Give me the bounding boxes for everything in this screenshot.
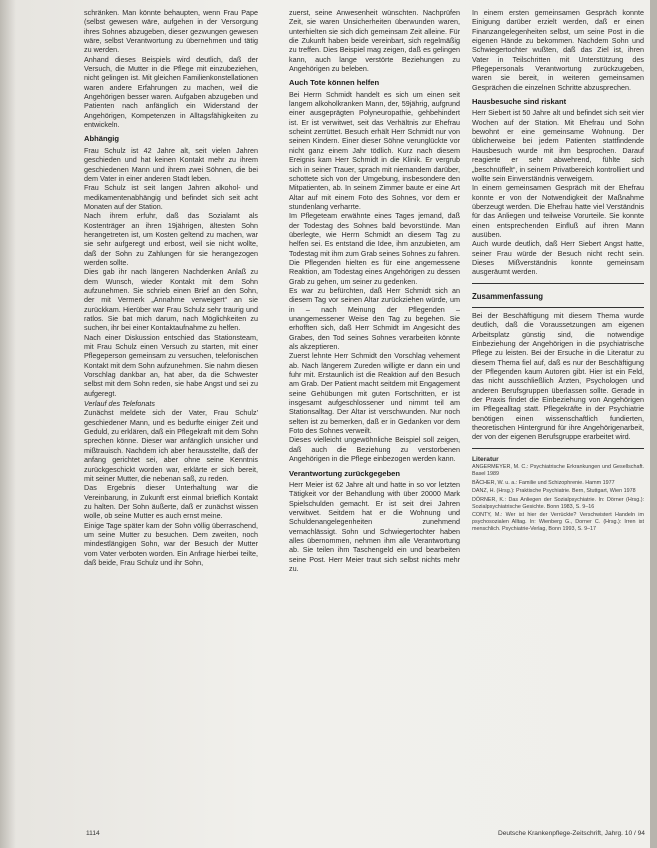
literature-entry: DANZ, H. (Hrsg.): Praktische Psychiatrie. Bern, Stuttgart, Wien 1978 xyxy=(472,488,636,495)
literature-entry: CONTY, M.: Wer ist hier der Verrückte? Verschwistert Handeln im psychosozialen Alltag. In: Wienberg G., Dorner C. (Hrsg.): Irren ist menschlich. Psychiatrie-Verlag, Bonn 1993, S. 9–17 xyxy=(472,512,644,533)
paragraph: Dieses vielleicht ungewöhnliche Beispiel soll zeigen, daß auch die Beziehung zu verstorbenen Angehörigen in die Pflege einbezogen werden kann. xyxy=(289,435,460,464)
paragraph: Frau Schulz ist 42 Jahre alt, seit vielen Jahren geschieden und hat keinen Kontakt mehr zu ihrem geschiedenen Mann und ihrem zwei Söhnen, die bei dem Vater in einer anderen Stadt leben. xyxy=(84,145,258,183)
paragraph: Herr Siebert ist 50 Jahre alt und befindet sich seit vier Wochen auf der Station. Mit Ehefrau und Sohn bewohnt er eine gemeinsame Wohnung. Der üblicherweise bei jedem Patienten stattfindende Hausbesuch wurde mit ihm besprochen. Darauf reagierte er sehr abwehrend, fühlte sich „beschnüffelt“, in seinem Privatbereich kontrolliert und wollte sein Einverständnis verweigern. xyxy=(472,108,644,183)
paragraph: Dies gab ihr nach längeren Nachdenken Anlaß zu dem Wunsch, wieder Kontakt mit dem Sohn aufzunehmen. Sie schrieb einen Brief an den Sohn, der mit Vermerk „Annahme verweigert“ an sie zurückkam. Hierüber war Frau Schulz sehr traurig und ratlos. Sie bat mich darum, nach Möglichkeiten zu suchen, ihr bei einer Kontaktaufnahme zu helfen. xyxy=(84,267,258,333)
journal-footer: Deutsche Krankenpflege-Zeitschrift, Jahrg. 10 / 94 xyxy=(498,830,645,837)
paragraph: Herr Meier ist 62 Jahre alt und hatte in so vor letzten Tätigkeit vor der Behandlung with über 20000 Mark Spielschulden gemacht. Er ist seit drei Jahren verwitwet. Seitdem hat er die Wohnung und Schuldenangelegenheiten zunehmend vernachlässigt. Sohn und Schwiegertochter haben alles übernommen, nehmen ihm alle Verantwortung ab. Sie teilen ihm Taschengeld ein und bearbeiten seine Post. Herr Meier traut sich selbst nichts mehr zu. xyxy=(289,479,460,573)
paragraph: Das Ergebnis dieser Unterhaltung war die Vereinbarung, in Zukunft erst einmal brieflich Kontakt zu halten. Der Sohn äußerte, daß er zunächst wissen wolle, ob seine Mutter es auch ernst meine. xyxy=(84,483,258,521)
paragraph: Zunächst meldete sich der Vater, Frau Schulz' geschiedener Mann, und es bedurfte einiger Zeit und Geduld, zu erklären, daß ein Pflegekraft mit dem Sohn sprechen könne. Dieser war anfänglich unsicher und mißtrauisch. Nachdem ich aber herausstellte, daß der anfang gerichtet sei, aber ohne seine Kenntnis zurückgeschickt worden war, erklärte er sich bereit, mit seiner Mutter, die nebenan saß, zu reden. xyxy=(84,408,258,483)
section-heading: Verantwortung zurückgegeben xyxy=(289,468,400,478)
paragraph: Bei Herrn Schmidt handelt es sich um einen seit langem alkoholkranken Mann, der, 59jährig, aufgrund einer ausgeprägten Polyneuropathie, gehbehindert ist. Er ist verwitwet, seit das Verhältnis zur Ehefrau scheint zerrüttet. Besuch erhält Herr Schmidt nur von seinen Kindern. Einer dieser Söhne verunglückte vor nicht ganz einem Jahr tödlich. Kurz nach diesem Ereignis kam Herr Schmidt in die Klinik. Er vergrub sich in seiner Trauer, sprach mit niemandem darüber, schottete sich von der Umgebung, insbesondere den Mitpatienten, ab. In seinem Zimmer baute er eine Art Altar auf mit einem Foto des Sohnes, vor dem er stundenlang verharrte. xyxy=(289,89,460,211)
paragraph: In einem ersten gemeinsamen Gespräch konnte Einigung darüber erzielt werden, daß er einen Finanzangelegenheiten selbst, um seine Post in die eigenen Hände zu bekommen. Nachdem Sohn und Schwiegertochter wußten, daß das Ziel ist, ihren Vater in Teilschritten mit Unterstützung des Pflegepersonals Verantwortung zurückzugeben, waren sie bereit, in weiteren gemeinsamen Gesprächen die einzelnen Schritte abzusprechen. xyxy=(472,8,644,92)
paragraph: Einige Tage später kam der Sohn völlig überraschend, um seine Mutter zu besuchen. Dem zweiten, noch mindestlängigen Sohn, war der Besuch der Mutter vom Vater verboten worden. Ein Anfrage hierbei teilte, daß beide, Frau Schulz und ihr Sohn, xyxy=(84,520,258,567)
page-number: 1114 xyxy=(86,830,100,837)
literature-heading: Literatur xyxy=(472,455,499,463)
divider xyxy=(472,283,644,284)
paragraph: In einem gemeinsamen Gespräch mit der Ehefrau konnte er von der Notwendigkeit der Maßnahme überzeugt werden. Die Ehefrau hatte viel Verständnis für das Anliegen und teilweise Vorurteile. Sie konnte einen entsprechenden Einfluß auf ihren Mann ausüben. xyxy=(472,183,644,239)
column-left xyxy=(84,8,258,567)
literature-list xyxy=(472,464,644,533)
divider xyxy=(472,448,644,449)
paragraph: Es war zu befürchten, daß Herr Schmidt sich an diesem Tag vor seinen Altar zurückziehen würde, um in – nach Meinung der Pflegenden – unangemessener Weise den Tag zu begehen. Sie erhofften sich, daß Herr Schmidt im Angesicht des Grabes, den Tod seines Sohnes verarbeiten könnte als akzeptieren. xyxy=(289,285,460,352)
literature-entry: BÄCHER, W. u. a.: Familie und Schizophrenie. Hamm 1977 xyxy=(472,479,615,486)
paragraph: zuerst, seine Anwesenheit wünschten. Nachprüfen Zeit, sie waren Unsicherheiten überwunden waren, unterhielten sie sich dich gemeinsam Zeit alleine. Für die Zukunft haben beide vereinbart, sich regelmäßig zu treffen. Dies Beispiel mag zeigen, daß es gelingen kann, auch lange verstörte Beziehungen zu Angehörigen zu beleben. xyxy=(289,8,460,74)
literature-entry: DÖRNER, K.: Das Anliegen der Sozialpsychiatrie. In: Dörner (Hrsg.): Sozialpsychiatrische Gesichte. Bonn 1983, S. 9–16 xyxy=(472,496,644,510)
paragraph: Zuerst lehnte Herr Schmidt den Vorschlag vehement ab. Nach längerem Zureden willigte er dann ein und fuhr mit. Erstaunlich ist die Reaktion auf den Besuch am Grab. Der Patient macht seitdem mit Engagement seine Gehübungen mit guten Fortschritten, er ist insgesamt aufgeschlossener und nimmt teil am Stationsalltag. Der Altar ist verschwunden. Nur noch selten ist zu bemerken, daß er in Gedanken vor dem Foto des Sohnes verweilt. xyxy=(289,351,460,436)
paragraph: Im Pflegeteam erwähnte eines Tages jemand, daß der Todestag des Sohnes bald bevorstünde. Man überlegte, wie Herrn Schmidt an diesem Tag zu helfen sei. Es entstand die Idee, ihm anzubieten, am Todestag mit ihm zum Grab seines Sohnes zu fahren. Die Pflegenden hielten es für eine angemessene Reaktion, am Todestag eines Angehörigen zu dessen Grab zu gehen, um seiner zu gedenken. xyxy=(289,211,460,286)
paragraph: Frau Schulz ist seit langen Jahren alkohol- und medikamentenabhängig und befindet sich seit acht Monaten auf der Station. xyxy=(84,183,258,211)
section-heading: Abhängig xyxy=(84,134,120,144)
paragraph: Anhand dieses Beispiels wird deutlich, daß der Versuch, die Mutter in die Pflege mit einzubeziehen, nicht gelingen ist. Mit gleichen Familienkonstellationen waren andere Erfahrungen zu machen, weil die Angehörigen besser waren. Aufgaben abzugeben und Patienten nach anfänglich ein Widerstand der Angehörigen, Kompetenzen in Alltagsfähigkeiten zu entwickeln. xyxy=(84,54,258,130)
section-heading: Zusammenfassung xyxy=(472,291,544,301)
literature-entry: ANGERMEYER, M. C.: Psychiatrische Erkrankungen und Gesellschaft. Basel 1989 xyxy=(472,464,644,478)
column-right xyxy=(472,8,644,535)
divider xyxy=(472,307,644,308)
section-heading: Hausbesuche sind riskant xyxy=(472,97,567,107)
sub-heading: Verlauf des Telefonats xyxy=(84,399,155,409)
binding-shadow xyxy=(0,0,16,848)
column-middle xyxy=(289,8,460,573)
paragraph: Bei der Beschäftigung mit diesem Thema wurde deutlich, daß die Voraussetzungen am eigenen Arbeitsplatz günstig sind, die notwendige Einbeziehung der Angehörigen in die psychiatrische Pflege zu leisten. Bei der Ersuche in die Literatur zu diesem Thema fiel auf, daß es nur der Beschäftigung der Pflegenden kaum Autoren gibt. Hier ist ein Feld, das nicht ausschließlich Ärzten, Psychologen und anderen Berufsgruppen überlassen sollte. Gerade in der Praxis findet die Einbeziehung von Angehörigen im Pflegealltag statt. Pflegekräfte in der Psychiatrie benötigen einen wissenschaftlich fundierten, theoretischen Hintergrund für ihre Angehörigenarbeit, der von der eigenen Berufsgruppe erarbeitet wird. xyxy=(472,310,644,442)
paragraph: schränken. Man könnte behaupten, wenn Frau Pape (selbst gewesen wäre, aufgehen in der Versorgung ihres Sohnes abzugeben, dieser gezwungen gewesen wäre, selbst Verantwortung zu übernehmen und tätig zu werden. xyxy=(84,8,258,55)
paragraph: Nach ihrem erfuhr, daß das Sozialamt als Kostenträger an ihren 19jährigen, ältesten Sohn herangetreten ist, um Kosten geltend zu machen, war sie sehr aufgeregt und erbost, weil sie nicht wollte, daß der Sohn zu Zahlungen für sie herangezogen werden sollte. xyxy=(84,211,258,267)
page-edge xyxy=(650,0,657,848)
section-heading: Auch Tote können helfen xyxy=(289,78,380,88)
paragraph: Auch wurde deutlich, daß Herr Siebert Angst hatte, seiner Frau würde der Besuch nicht recht sein. Dieses Mißverständnis konnte gemeinsam ausgeräumt werden. xyxy=(472,239,644,277)
paragraph: Nach einer Diskussion entschied das Stationsteam, mit Frau Schulz einen Versuch zu starten, mit einer Pflegeperson gemeinsam zu versuchen, telefonischen Kontakt mit dem Sohn aufzunehmen. Sie nahm diesen Vorschlag dankbar an, hat aber, da die Schwester selbst mit dem Sohn reden, sie habe Angst und sei zu aufgeregt. xyxy=(84,332,258,398)
